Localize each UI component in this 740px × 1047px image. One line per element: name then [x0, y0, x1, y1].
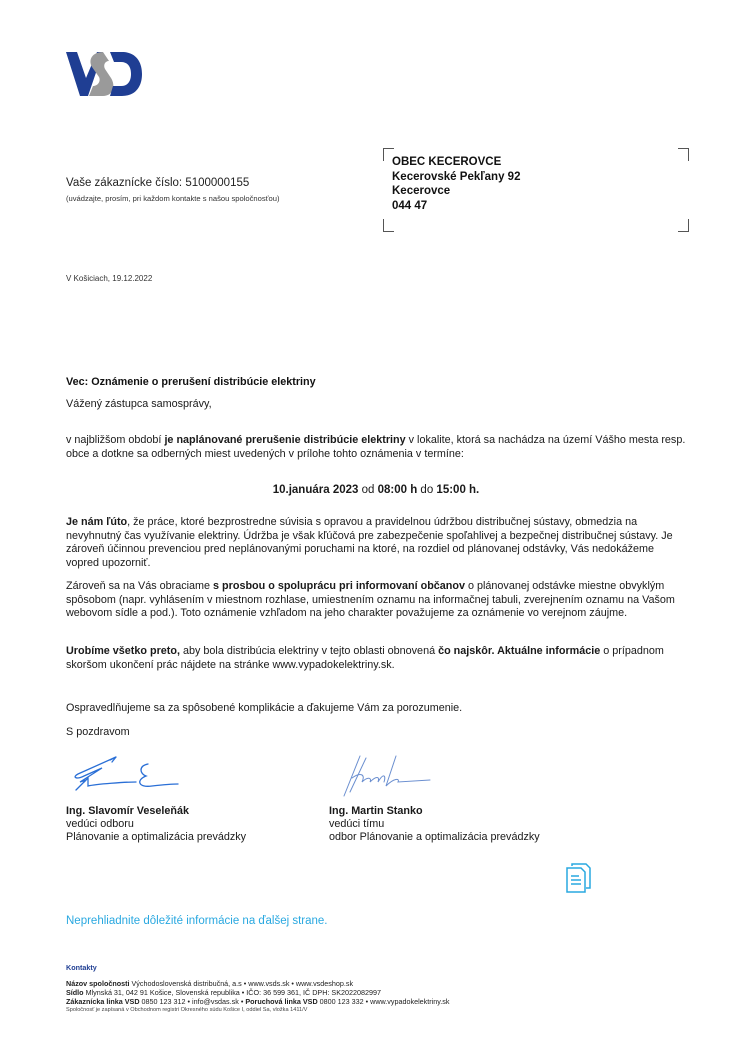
signer-dept: odbor Plánovanie a optimalizácia prevádzky [329, 831, 540, 843]
contact-hotline: Zákaznícka linka VSD 0850 123 312 • info@vsdas.sk • Poruchová linka VSD 0800 123 332 • www.vypadokelektriny.sk [66, 997, 450, 1006]
greeting: Vážený zástupca samosprávy, [66, 398, 212, 410]
place-date: V Košiciach, 19.12.2022 [66, 274, 153, 283]
vsd-logo [66, 52, 142, 96]
customer-number: Vaše zákaznícke číslo: 5100000155 [66, 177, 250, 189]
recipient-street: Kecerovské Pekľany 92 [392, 170, 521, 183]
corner-mark [678, 148, 689, 161]
signer-role: vedúci odboru [66, 818, 134, 830]
document-stack-icon [564, 862, 594, 894]
signer-stanko [329, 805, 540, 844]
subject: Vec: Oznámenie o prerušení distribúcie elektriny [66, 376, 316, 388]
recipient-address [383, 148, 689, 232]
contacts-title: Kontakty [66, 963, 97, 972]
signature-veselenak [66, 752, 186, 802]
outage-to: 15:00 h. [436, 484, 480, 496]
recipient-zip: 044 47 [392, 199, 428, 212]
signer-role: vedúci tímu [329, 818, 385, 830]
contacts-block [66, 979, 450, 1015]
contact-registry: Spoločnosť je zapísaná v Obchodnom registri Okresného súdu Košice I, oddiel Sa, vložka 1411/V [66, 1007, 308, 1013]
customer-number-note: (uvádzajte, prosím, pri každom kontakte s našou spoločnosťou) [66, 194, 280, 203]
paragraph-thanks: Ospravedlňujeme sa za spôsobené komplikácie a ďakujeme Vám za porozumenie. [66, 702, 463, 714]
signature-stanko [338, 752, 438, 802]
recipient-city: Kecerovce [392, 185, 451, 197]
contact-company: Názov spoločnosti Východoslovenská distribučná, a.s • www.vsds.sk • www.vsdeshop.sk [66, 979, 354, 988]
paragraph-restore: Urobíme všetko preto, aby bola distribúcia elektriny v tejto oblasti obnovená čo najskôr. Aktuálne informácie o prípadnom skoršom ukončení prác nájdete na stránke www.vypadokelektriny.sk. [66, 645, 664, 671]
paragraph-intro: v najbližšom období je naplánované prerušenie distribúcie elektriny v lokalite, ktorá sa nachádza na území Vášho mesta resp. obce a dotkne sa odberných miest uvedených v prílohe tohto oznámenia v termíne: [66, 434, 686, 460]
signer-name: Ing. Slavomír Veseleňák [66, 805, 190, 817]
recipient-name: OBEC KECEROVCE [392, 156, 502, 168]
corner-mark [383, 219, 394, 232]
paragraph-apology: Je nám ľúto, že práce, ktoré bezprostredne súvisia s opravou a pravidelnou údržbou distribučnej sústavy, obmedzia na nevyhnutný čas využívanie elektriny. Údržba je však kľúčová pre zabezpečenie spoľahlivej a bezpečnej distribučnej sústavy. Je zároveň účinnou prevenciou pred neplánovanými poruchami na ktoré, na rozdiel od plánovanej odstávky, Vás nedokážeme vopred upozorniť. [66, 516, 673, 569]
corner-mark [678, 219, 689, 232]
outage-from: 08:00 h [377, 484, 418, 496]
next-page-note: Neprehliadnite dôležité informácie na ďalšej strane. [66, 915, 328, 927]
signer-name: Ing. Martin Stanko [329, 805, 423, 817]
paragraph-cooperation: Zároveň sa na Vás obraciame s prosbou o spoluprácu pri informovaní občanov o plánovanej odstávke miestne obvyklým spôsobom (napr. vyhlásením v miestnom rozhlase, umiestnením oznamu na informačnej tabuli, zverejnením oznamu na Vašom webovom sídle a pod.). Toto oznámenie vzhľadom na jeho charakter považujeme za oznámenie vo verejnom záujme. [66, 580, 675, 620]
closing: S pozdravom [66, 726, 130, 738]
contact-seat: Sídlo Mlynská 31, 042 91 Košice, Slovenská republika • IČO: 36 599 361, IČ DPH: SK2022082997 [66, 988, 381, 997]
outage-date: 10.januára 2023 od 08:00 h do 15:00 h. [272, 484, 480, 496]
signer-dept: Plánovanie a optimalizácia prevádzky [66, 831, 247, 843]
signer-veselenak [66, 805, 246, 844]
outage-day: 10.januára 2023 [272, 484, 359, 496]
